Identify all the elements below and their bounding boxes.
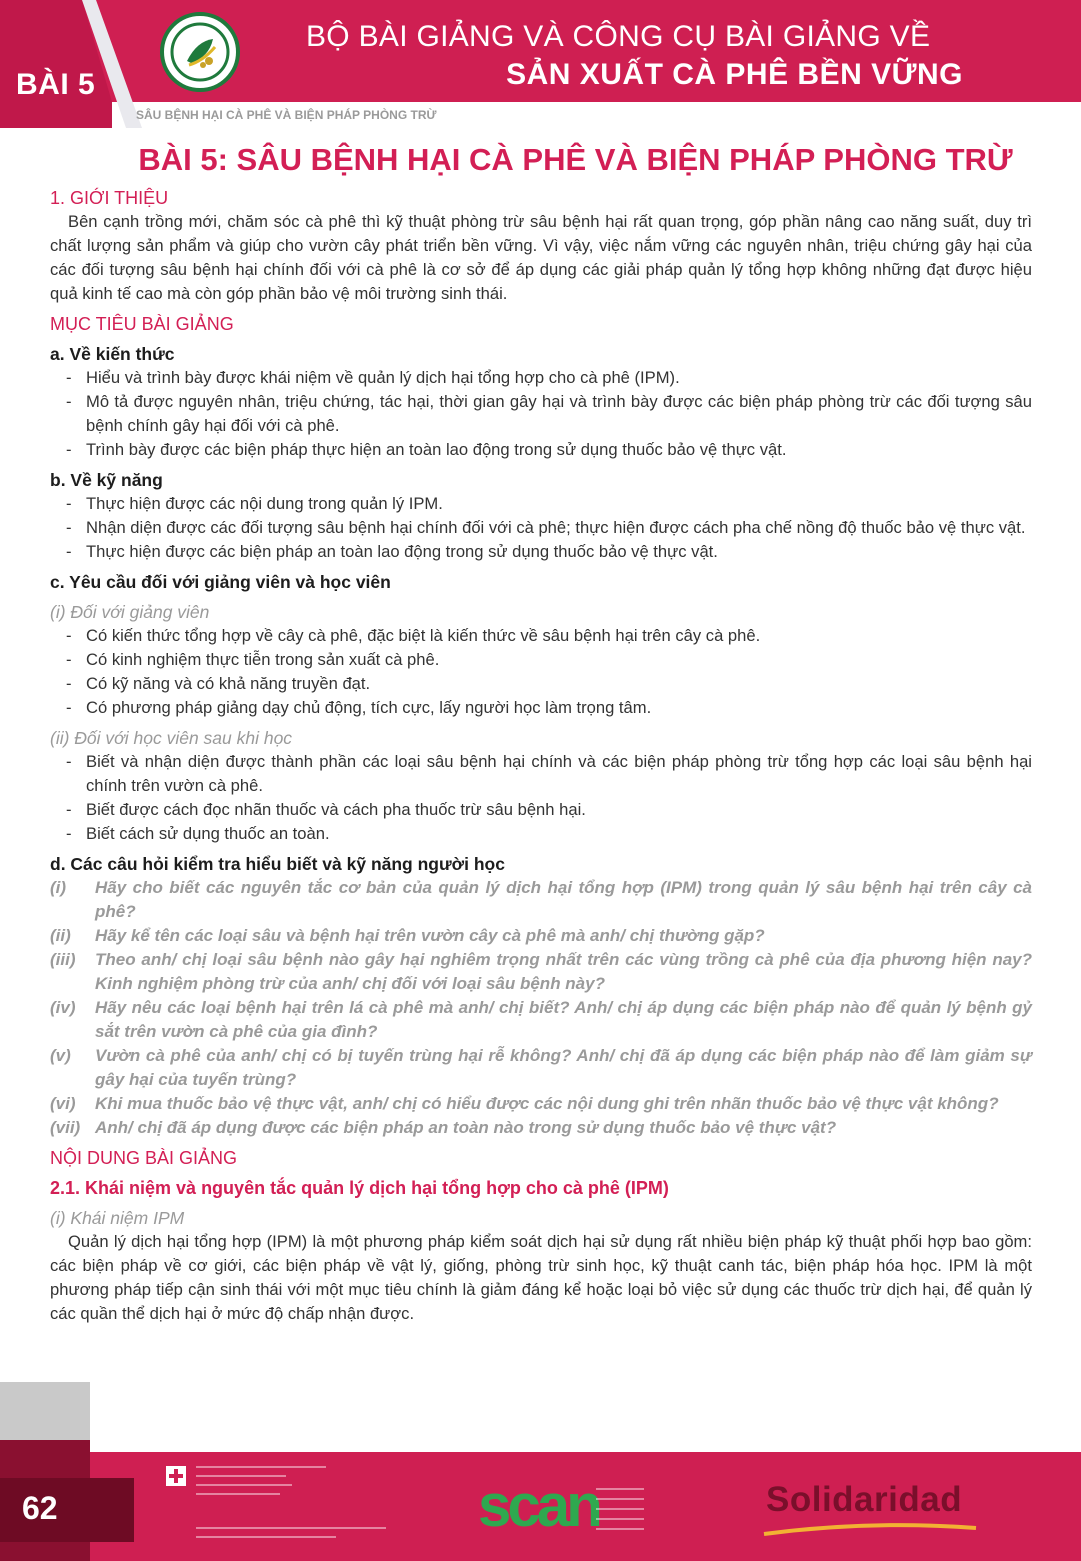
question-number: (iii) (50, 950, 76, 969)
question-text: Hãy kể tên các loại sâu và bệnh hại trên vườn cây cà phê mà anh/ chị thường gặp? (95, 926, 765, 945)
corner-decoration (0, 1478, 134, 1542)
list-item: - Biết cách sử dụng thuốc an toàn. (86, 822, 1032, 846)
question-item (50, 1092, 1032, 1116)
list-item: - Có kiến thức tổng hợp về cây cà phê, đặc biệt là kiến thức về sâu bệnh hại trên cây cà phê. (86, 624, 1032, 648)
swiss-confederation-logo (196, 1466, 336, 1502)
list-item: - Biết được cách đọc nhãn thuốc và cách pha thuốc trừ sâu bệnh hại. (86, 798, 1032, 822)
list-item: - Hiểu và trình bày được khái niệm về quản lý dịch hại tổng hợp cho cà phê (IPM). (86, 366, 1032, 390)
content-heading: NỘI DUNG BÀI GIẢNG (50, 1148, 238, 1168)
questions-heading: d. Các câu hỏi kiểm tra hiểu biết và kỹ năng người học (50, 854, 505, 874)
question-item (50, 924, 1032, 948)
page-title: BÀI 5: SÂU BỆNH HẠI CÀ PHÊ VÀ BIỆN PHÁP PHÒNG TRỪ (138, 142, 1013, 177)
corner-decoration (0, 1382, 90, 1440)
question-number: (vii) (50, 1118, 81, 1137)
seco-logo (196, 1527, 386, 1545)
list-item: - Nhận diện được các đối tượng sâu bệnh hại chính đối với cà phê; thực hiện được cách pha chế nồng độ thuốc bảo vệ thực vật. (86, 516, 1032, 540)
intro-heading: 1. GIỚI THIỆU (50, 188, 169, 208)
organization-logo-icon (160, 12, 240, 92)
list-item: - Có kinh nghiệm thực tiễn trong sản xuất cà phê. (86, 648, 1032, 672)
header-title-line2: SẢN XUẤT CÀ PHÊ BỀN VỮNG (506, 58, 963, 91)
question-text: Anh/ chị đã áp dụng được các biện pháp an toàn nào trong sử dụng thuốc bảo vệ thực vật? (95, 1118, 837, 1137)
list-item: - Có kỹ năng và có khả năng truyền đạt. (86, 672, 1032, 696)
question-text: Vườn cà phê của anh/ chị có bị tuyến trùng hại rễ không? Anh/ chị đã áp dụng các biện pháp nào để làm giảm sự gây hại của tuyến trùng? (95, 1046, 1032, 1089)
question-item (50, 1116, 1032, 1140)
learner-heading: (ii) Đối với học viên sau khi học (50, 728, 293, 748)
header-title-line1: BỘ BÀI GIẢNG VÀ CÔNG CỤ BÀI GIẢNG VỀ (306, 20, 931, 53)
section-heading: 2.1. Khái niệm và nguyên tắc quản lý dịch hại tổng hợp cho cà phê (IPM) (50, 1178, 669, 1198)
learner-list (50, 750, 1032, 846)
question-number: (v) (50, 1046, 71, 1065)
question-item (50, 948, 1032, 996)
ipm-subheading: (i) Khái niệm IPM (50, 1208, 185, 1228)
list-item: - Trình bày được các biện pháp thực hiện an toàn lao động trong sử dụng thuốc bảo vệ thực vật. (86, 438, 1032, 462)
requirements-heading: c. Yêu cầu đối với giảng viên và học viên (50, 572, 391, 592)
question-text: Hãy cho biết các nguyên tắc cơ bản của quản lý dịch hại tổng hợp (IPM) trong quản lý sâu bệnh hại trên cây cà phê? (95, 878, 1032, 921)
knowledge-list (50, 366, 1032, 462)
skills-heading: b. Về kỹ năng (50, 470, 163, 490)
page-number: 62 (22, 1490, 58, 1526)
question-number: (vi) (50, 1094, 76, 1113)
list-item: - Mô tả được nguyên nhân, triệu chứng, tác hại, thời gian gây hại và trình bày được các biện pháp phòng trừ các đối tượng sâu bệnh chính gây hại đối với cà phê. (86, 390, 1032, 438)
knowledge-heading: a. Về kiến thức (50, 344, 175, 364)
question-number: (ii) (50, 926, 71, 945)
skills-list (50, 492, 1032, 564)
ipm-paragraph: Quản lý dịch hại tổng hợp (IPM) là một phương pháp kiểm soát dịch hại sử dụng rất nhiều biện pháp kỹ thuật phối hợp bao gồm: các biện pháp về cơ giới, các biện pháp về vật lý, giống, phòng trừ sinh học, kỹ thuật canh tác, biện pháp hóa học. IPM là một phương pháp tiếp cận sinh thái với một mục tiêu chính là giảm đáng kể hoặc loại bỏ việc sử dụng các thuốc trừ dịch hại, để quản lý các quần thể dịch hại ở mức độ chấp nhận được. (50, 1232, 1032, 1323)
question-text: Theo anh/ chị loại sâu bệnh nào gây hại nghiêm trọng nhất trên các vùng trồng cà phê của địa phương hiện nay? Kinh nghiệm phòng trừ của anh/ chị đối với loại sâu bệnh này? (95, 950, 1032, 993)
header-subtitle: SÂU BỆNH HẠI CÀ PHÊ VÀ BIỆN PHÁP PHÒNG TRỪ (136, 108, 437, 122)
objectives-heading: MỤC TIÊU BÀI GIẢNG (50, 314, 234, 334)
list-item: - Thực hiện được các nội dung trong quản lý IPM. (86, 492, 1032, 516)
intro-paragraph: Bên cạnh trồng mới, chăm sóc cà phê thì kỹ thuật phòng trừ sâu bệnh hại rất quan trọng, góp phần nâng cao năng suất, duy trì chất lượng sản phẩm và giúp cho vườn cây phát triển bền vững. Vì vậy, việc nắm vững các nguyên nhân, triệu chứng gây hại của các đối tượng sâu bệnh hại chính đối với cà phê là cơ sở để áp dụng các giải pháp quản lý tổng hợp không những đạt được hiệu quả kinh tế cao mà còn góp phần bảo vệ môi trường sinh thái. (50, 212, 1032, 303)
questions-list (50, 876, 1032, 1140)
question-text: Khi mua thuốc bảo vệ thực vật, anh/ chị có hiểu được các nội dung ghi trên nhãn thuốc bảo vệ thực vật không? (95, 1094, 999, 1113)
solidaridad-swoosh-icon (760, 1522, 980, 1536)
list-item: - Biết và nhận diện được thành phần các loại sâu bệnh hại chính và các biện pháp phòng trừ tổng hợp các loại sâu bệnh hại chính trên vườn cà phê. (86, 750, 1032, 798)
question-item (50, 1044, 1032, 1092)
lecturer-heading: (i) Đối với giảng viên (50, 602, 210, 622)
question-number: (i) (50, 878, 67, 897)
list-item: - Thực hiện được các biện pháp an toàn lao động trong sử dụng thuốc bảo vệ thực vật. (86, 540, 1032, 564)
swiss-cross-icon (166, 1466, 186, 1486)
question-number: (iv) (50, 998, 76, 1017)
document-body (50, 186, 1032, 1326)
solidaridad-logo: Solidaridad (766, 1480, 963, 1519)
page-header (0, 0, 1081, 128)
lesson-label: BÀI 5 (16, 68, 96, 101)
question-item (50, 876, 1032, 924)
scan-logo: scan (478, 1472, 599, 1539)
question-item (50, 996, 1032, 1044)
scan-logo-tagline (596, 1488, 644, 1538)
list-item: - Có phương pháp giảng dạy chủ động, tích cực, lấy người học làm trọng tâm. (86, 696, 1032, 720)
lecturer-list (50, 624, 1032, 720)
question-text: Hãy nêu các loại bệnh hại trên lá cà phê mà anh/ chị biết? Anh/ chị áp dụng các biện pháp nào để quản lý bệnh gỷ sắt trên vườn cà phê của gia đình? (95, 998, 1032, 1041)
